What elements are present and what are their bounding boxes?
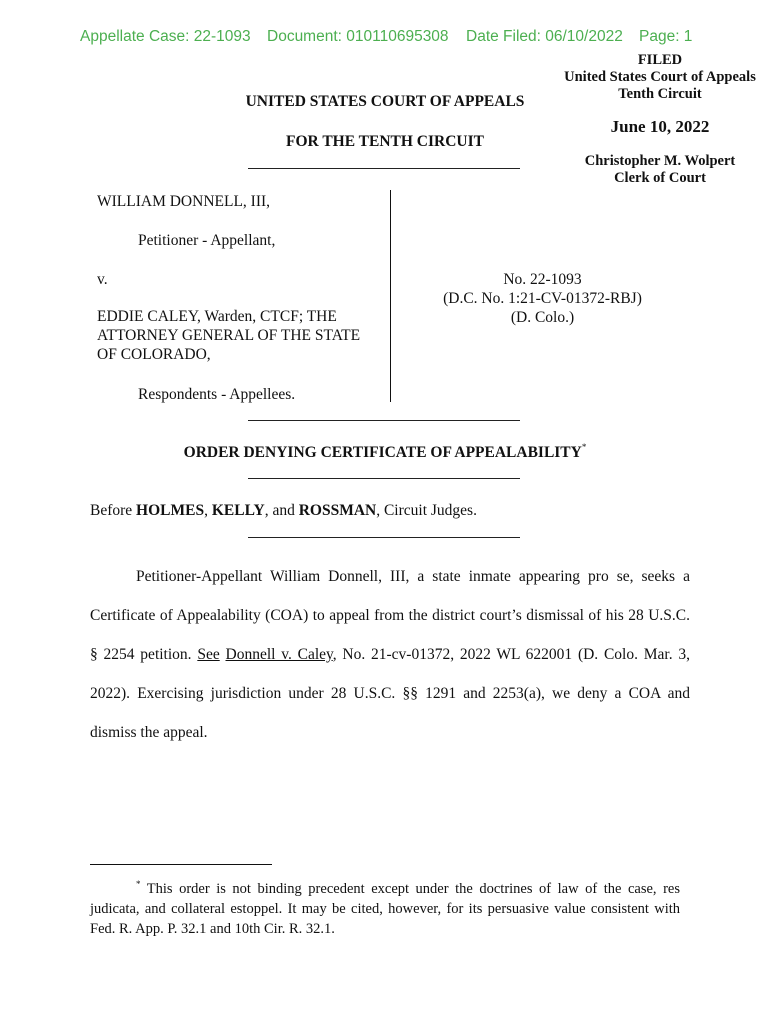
order-title-text: ORDER DENYING CERTIFICATE OF APPEALABILITY xyxy=(183,444,582,461)
court-name: UNITED STATES COURT OF APPEALS xyxy=(245,93,525,110)
petitioner-name: WILLIAM DONNELL, III, xyxy=(97,193,271,210)
panel-line xyxy=(90,501,477,520)
divider-rule xyxy=(248,168,520,169)
caption-divider xyxy=(390,190,391,402)
case-number: No. 22-1093 xyxy=(503,271,582,288)
panel-before: Before xyxy=(90,502,137,519)
footnote-marker: * xyxy=(136,879,141,889)
district-case-number: (D.C. No. 1:21-CV-01372-RBJ) xyxy=(443,290,642,307)
panel-sep: , and xyxy=(264,502,299,519)
case-number-block xyxy=(420,270,665,327)
stamp-page-number: Page: 1 xyxy=(639,28,693,45)
citation-case-name: Donnell v. Caley xyxy=(225,646,333,663)
versus: v. xyxy=(97,271,108,288)
footnote-text xyxy=(90,874,680,939)
body-text: , No. 21-cv-01372, 2022 WL 622001 (D. Colo. Mar. 3, 2022). Exercising jurisdiction under 28 U.S.C. §§ 1291 and 2253(a), we deny a COA and dismiss the appeal. xyxy=(90,646,691,741)
judge-kelly: KELLY xyxy=(211,502,265,519)
filed-court: United States Court of Appeals xyxy=(564,69,756,85)
footnote xyxy=(90,874,680,939)
order-body xyxy=(90,557,690,752)
filing-stamp-header xyxy=(80,28,770,48)
body-paragraph xyxy=(90,557,690,752)
filed-date: June 10, 2022 xyxy=(610,117,710,136)
body-text: Petitioner-Appellant William Donnell, III, a state inmate appearing pro se, seeks a Certificate of Appealability (COA) to appeal from the district court’s dismissal of his 28 U.S.C. § 2254 petition. xyxy=(90,568,690,663)
respondent-line-1: EDDIE CALEY, Warden, CTCF; THE xyxy=(97,308,337,325)
district-court: (D. Colo.) xyxy=(510,309,575,326)
divider-rule xyxy=(248,537,520,538)
filed-label: FILED xyxy=(637,52,683,68)
respondent-line-2: ATTORNEY GENERAL OF THE STATE xyxy=(97,327,361,344)
judge-holmes: HOLMES xyxy=(136,502,205,519)
footnote-rule xyxy=(90,864,272,865)
divider-rule xyxy=(248,420,520,421)
footnote-body: This order is not binding precedent except under the doctrines of law of the case, res judicata, and collateral estoppel. It may be cited, however, for its persuasive value consistent with Fed. R. App. P. 32.1 and 10th Cir. R. 32.1. xyxy=(90,881,680,937)
stamp-document-number: Document: 010110695308 xyxy=(267,28,449,45)
filed-block xyxy=(545,52,770,187)
panel-sep: , xyxy=(204,502,212,519)
circuit-name: FOR THE TENTH CIRCUIT xyxy=(286,133,484,150)
filed-circuit: Tenth Circuit xyxy=(618,86,702,102)
footnote-mark: * xyxy=(581,442,587,452)
citation-signal: See xyxy=(197,646,220,663)
respondent-role: Respondents - Appellees. xyxy=(138,386,296,403)
divider-rule xyxy=(248,478,520,479)
respondent-line-3: OF COLORADO, xyxy=(97,346,211,363)
judge-rossman: ROSSMAN xyxy=(298,502,377,519)
stamp-date-filed: Date Filed: 06/10/2022 xyxy=(466,28,623,45)
clerk-title: Clerk of Court xyxy=(614,170,706,186)
panel-suffix: , Circuit Judges. xyxy=(376,502,477,519)
petitioner-role: Petitioner - Appellant, xyxy=(138,232,276,249)
clerk-name: Christopher M. Wolpert xyxy=(584,153,736,169)
order-title xyxy=(0,442,770,462)
stamp-case-number: Appellate Case: 22-1093 xyxy=(80,28,251,45)
